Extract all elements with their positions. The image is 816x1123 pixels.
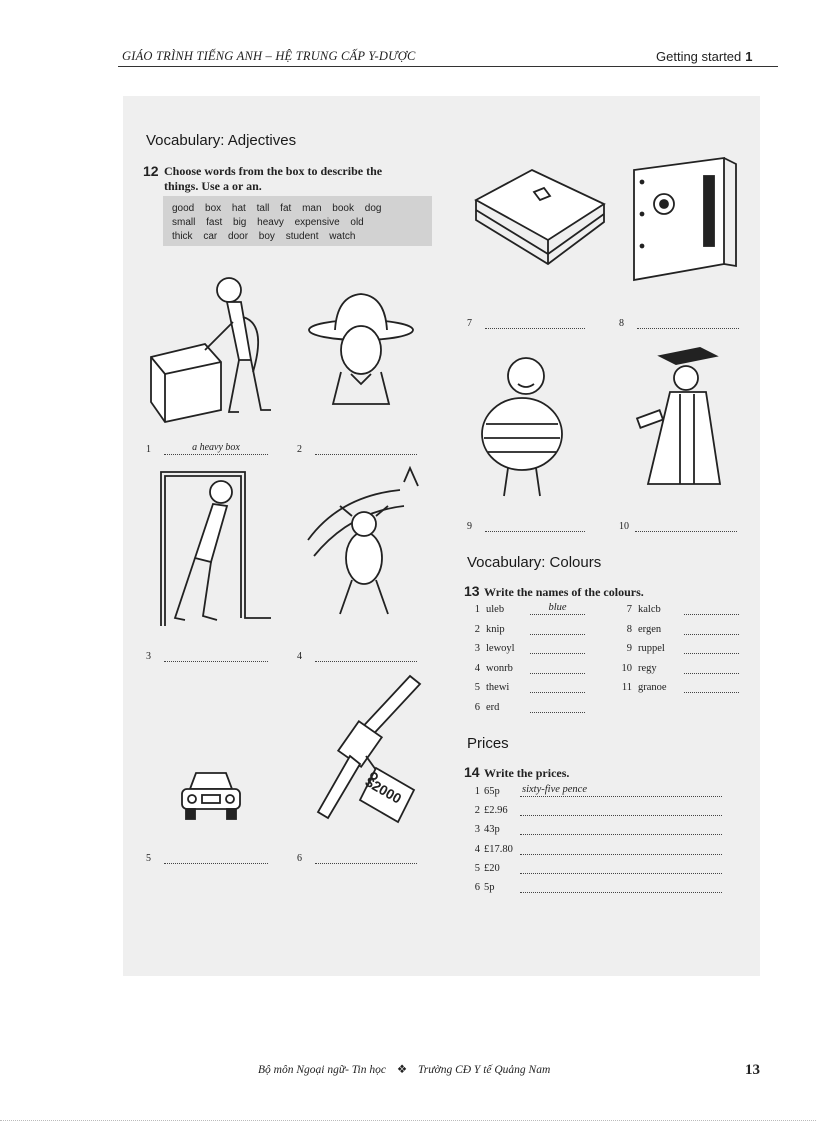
colour-row-number: 1 <box>474 604 480 615</box>
colour-row-word: kalcb <box>638 604 661 615</box>
price-row-amount: £17.80 <box>484 843 513 855</box>
blank-7 <box>467 317 585 329</box>
colour-answer-line[interactable] <box>530 642 585 654</box>
blank-10-number: 10 <box>619 521 629 532</box>
colour-row-word: thewi <box>486 682 510 693</box>
price-row-amount: £20 <box>484 862 500 874</box>
colour-row-word: regy <box>638 662 657 674</box>
header-chapter <box>656 49 753 64</box>
price-answer-line[interactable] <box>520 823 722 835</box>
price-row <box>464 862 722 881</box>
colour-answer-line[interactable] <box>530 681 585 693</box>
blank-3 <box>146 650 268 662</box>
exercise-13-number: 13 <box>464 583 480 599</box>
blank-6-number: 6 <box>297 853 302 864</box>
price-row-amount: £2.96 <box>484 805 508 817</box>
price-row-number: 5 <box>474 862 480 874</box>
colour-row-number: 3 <box>474 643 480 654</box>
illustration-dog <box>300 466 432 626</box>
price-row-number: 3 <box>474 824 480 836</box>
colour-answer-line[interactable] <box>684 642 739 654</box>
blank-6-line[interactable] <box>315 852 417 864</box>
colour-answer-line[interactable] <box>530 623 585 635</box>
blank-9 <box>467 520 585 532</box>
colour-row-number: 8 <box>626 623 632 635</box>
colour-row <box>616 623 739 643</box>
blank-4-number: 4 <box>297 651 302 662</box>
colour-row <box>616 681 739 701</box>
price-tag-label: $2000 <box>362 773 405 807</box>
colour-row <box>464 642 585 662</box>
colours-title: Vocabulary: Colours <box>467 554 602 571</box>
price-row-number: 6 <box>474 881 480 893</box>
adjectives-title: Vocabulary: Adjectives <box>146 132 297 149</box>
footer-separator-icon: ❖ <box>396 1064 408 1076</box>
colour-answer-line[interactable] <box>684 662 739 674</box>
footer-department: Bộ môn Ngoại ngữ- Tin học <box>258 1064 386 1076</box>
word-box <box>163 196 432 246</box>
price-row-amount: 43p <box>484 824 500 836</box>
blank-7-line[interactable] <box>485 317 585 329</box>
illustration-boy-hat <box>305 288 417 406</box>
colour-row <box>616 662 739 682</box>
colour-row-number: 4 <box>474 662 480 674</box>
colour-answer-line[interactable] <box>684 681 739 693</box>
colour-row-number: 11 <box>621 682 632 693</box>
price-row <box>464 785 722 804</box>
price-row-number: 1 <box>474 786 480 797</box>
word-box-row-2: small fast big heavy expensive old <box>172 217 364 228</box>
prices-list <box>464 785 722 900</box>
colour-row <box>464 623 585 643</box>
word-box-row-1: good box hat tall fat man book dog <box>172 203 382 214</box>
exercise-12-instruction <box>164 164 382 194</box>
price-row <box>464 804 722 823</box>
price-row-number: 4 <box>474 843 480 855</box>
colour-row <box>464 662 585 682</box>
blank-9-line[interactable] <box>485 520 585 532</box>
exercise-13-instruction: Write the names of the colours. <box>484 585 644 599</box>
word-box-row-3: thick car door boy student watch <box>172 231 356 242</box>
colour-row-number: 2 <box>474 623 480 635</box>
colour-row-word: ruppel <box>638 643 665 654</box>
colour-row-word: erd <box>486 701 500 713</box>
colour-answer-line[interactable] <box>684 603 739 615</box>
header-chapter-label: Getting started <box>656 49 742 64</box>
colour-answer-line[interactable] <box>530 603 585 615</box>
colour-row-number: 7 <box>626 604 632 615</box>
blank-1-number: 1 <box>146 444 151 455</box>
price-answer-line[interactable] <box>520 785 722 797</box>
blank-2-line[interactable] <box>315 443 417 455</box>
colour-answer-line[interactable] <box>530 662 585 674</box>
blank-9-number: 9 <box>467 521 472 532</box>
page-number: 13 <box>745 1062 760 1078</box>
colour-row-word: lewoyl <box>486 643 515 654</box>
blank-8-number: 8 <box>619 318 624 329</box>
price-row <box>464 843 722 862</box>
blank-3-number: 3 <box>146 651 151 662</box>
header-rule <box>118 66 778 67</box>
price-row <box>464 823 722 842</box>
blank-10 <box>619 520 737 532</box>
colour-answer-line[interactable] <box>684 623 739 635</box>
prices-title: Prices <box>467 735 509 752</box>
exercise-12-number: 12 <box>143 163 159 179</box>
colour-row-word: knip <box>486 623 505 635</box>
price-answer-line[interactable] <box>520 881 722 893</box>
footer-rule <box>0 1120 816 1121</box>
footer-text <box>258 1062 550 1076</box>
blank-1-line[interactable] <box>164 443 268 455</box>
price-row-number: 2 <box>474 805 480 817</box>
illustration-student <box>630 344 726 498</box>
header-chapter-number: 1 <box>745 49 753 64</box>
colour-row-number: 5 <box>474 682 480 693</box>
blank-7-number: 7 <box>467 318 472 329</box>
price-answer-line[interactable] <box>520 862 722 874</box>
colour-row-word: uleb <box>486 604 505 615</box>
colour-row-word: wonrb <box>486 662 513 674</box>
blank-6 <box>297 852 417 864</box>
blank-8-line[interactable] <box>637 317 739 329</box>
price-row-amount: 5p <box>484 881 495 893</box>
colour-row-number: 9 <box>626 643 632 654</box>
colour-row <box>616 603 739 623</box>
colours-list-left <box>464 603 585 720</box>
blank-2 <box>297 443 417 455</box>
colour-row <box>464 603 585 623</box>
price-answer-line[interactable] <box>520 804 722 816</box>
colour-row <box>464 681 585 701</box>
footer-school: Trường CĐ Y tế Quảng Nam <box>418 1064 551 1076</box>
price-row <box>464 881 722 900</box>
price-answer: sixty-five pence <box>522 784 587 795</box>
exercise-14-number: 14 <box>464 764 480 780</box>
colour-row-number: 6 <box>474 701 480 713</box>
illustration-watch <box>316 672 424 828</box>
exercise-12-instruction-line1: Choose words from the box to describe the <box>164 164 383 178</box>
exercise-14-instruction: Write the prices. <box>484 766 570 780</box>
colours-list-right <box>616 603 739 701</box>
illustration-car <box>178 767 244 823</box>
price-answer-line[interactable] <box>520 843 722 855</box>
illustration-book <box>462 164 608 276</box>
blank-4 <box>297 650 417 662</box>
blank-1 <box>146 443 268 455</box>
blank-4-line[interactable] <box>315 650 417 662</box>
header-title: GIÁO TRÌNH TIẾNG ANH – HỆ TRUNG CẤP Y-DƯỢC <box>122 49 416 63</box>
blank-5 <box>146 852 268 864</box>
colour-row <box>464 701 585 721</box>
illustration-fat-man <box>478 350 578 500</box>
colour-row-word: ergen <box>638 623 662 635</box>
price-row-amount: 65p <box>484 786 500 797</box>
exercise-12-instruction-line2: things. Use a or an. <box>164 179 262 193</box>
blank-1-answer: a heavy box <box>192 442 240 453</box>
illustration-man-heavy-box <box>143 262 275 438</box>
blank-3-line[interactable] <box>164 650 268 662</box>
blank-10-line[interactable] <box>635 520 737 532</box>
colour-answer-line[interactable] <box>530 701 585 713</box>
colour-row-number: 10 <box>621 662 632 674</box>
blank-8 <box>619 317 739 329</box>
colour-row <box>616 642 739 662</box>
illustration-man-door <box>155 468 273 628</box>
illustration-door <box>628 154 740 286</box>
blank-5-line[interactable] <box>164 852 268 864</box>
colour-answer: blue <box>548 602 567 613</box>
blank-5-number: 5 <box>146 853 151 864</box>
colour-row-word: granoe <box>638 682 667 693</box>
blank-2-number: 2 <box>297 444 302 455</box>
